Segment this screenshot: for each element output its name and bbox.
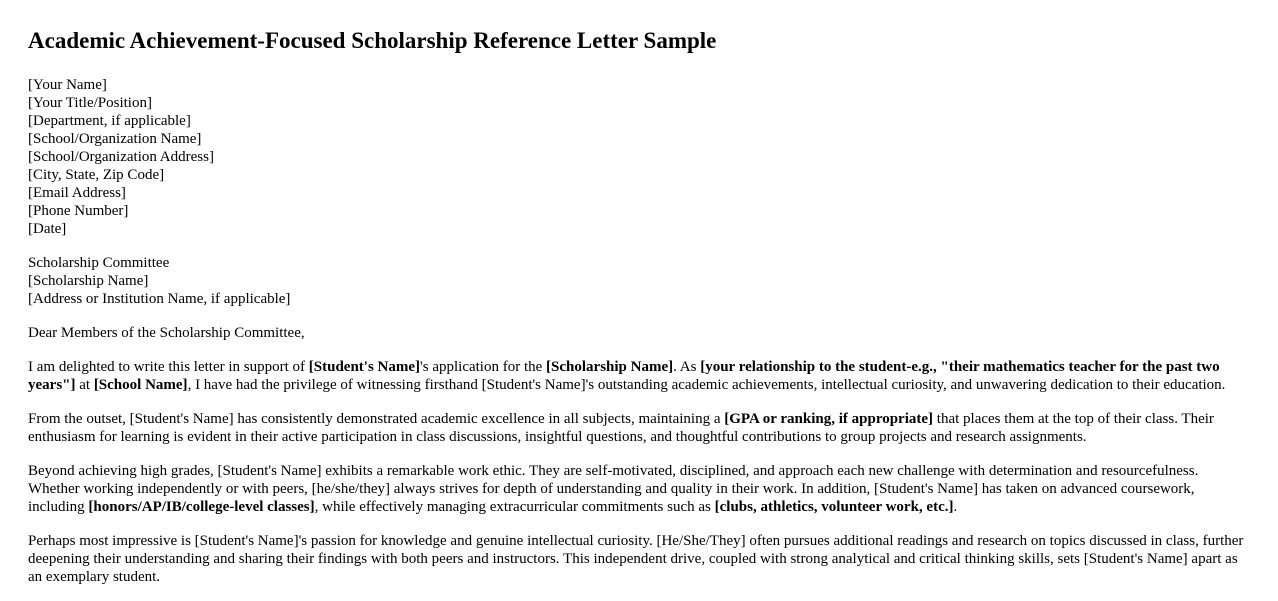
salutation: Dear Members of the Scholarship Committee, — [28, 325, 305, 341]
placeholder-bold-text: [Scholarship Name] — [546, 359, 674, 375]
recipient-line: [Address or Institution Name, if applicable] — [28, 291, 291, 307]
body-paragraph — [28, 410, 1250, 446]
placeholder-bold-text: [honors/AP/IB/college-level classes] — [88, 499, 315, 515]
paragraph-text: Beyond achieving high grades, [Student's Name] exhibits a remarkable work ethic. They are self-motivated, disciplined, and approach each new challenge with determination and resourcefulness. Whether working independently or with peers, [he/she/they] always strives for depth of understanding and quality in their work. In addition, [Student's Name] has taken on advanced coursework, including — [28, 463, 1199, 515]
paragraph-text: . — [953, 499, 958, 515]
recipient-line: Scholarship Committee — [28, 255, 170, 271]
paragraph-text: I am delighted to write this letter in support of — [28, 359, 309, 375]
page-title: Academic Achievement-Focused Scholarship Reference Letter Sample — [28, 28, 717, 53]
paragraph-text: , I have had the privilege of witnessing firsthand [Student's Name]'s outstanding academic achievements, intellectual curiosity, and unwavering dedication to their education. — [187, 377, 1226, 393]
placeholder-bold-text: [Student's Name] — [308, 359, 421, 375]
paragraph-text: Perhaps most impressive is [Student's Name]'s passion for knowledge and genuine intellectual curiosity. [He/She/They] often pursues additional readings and research on topics discussed in class, further deepening their understanding and sharing their findings with both peers and instructors. This independent drive, coupled with strong analytical and critical thinking skills, sets [Student's Name] apart as an exemplary student. — [28, 533, 1244, 585]
letter-body — [28, 358, 1250, 586]
sender-address-block — [28, 76, 1250, 238]
sender-line: [Phone Number] — [28, 203, 129, 219]
sender-line: [School/Organization Name] — [28, 131, 202, 147]
recipient-line: [Scholarship Name] — [28, 273, 149, 289]
paragraph-text: 's application for the — [420, 359, 547, 375]
paragraph-text: , while effectively managing extracurricular commitments such as — [314, 499, 715, 515]
placeholder-bold-text: [GPA or ranking, if appropriate] — [724, 411, 934, 427]
sender-line: [School/Organization Address] — [28, 149, 214, 165]
body-paragraph — [28, 532, 1250, 586]
paragraph-text: . As — [673, 359, 701, 375]
sender-line: [Date] — [28, 221, 67, 237]
sender-line: [Email Address] — [28, 185, 126, 201]
paragraph-text: From the outset, [Student's Name] has consistently demonstrated academic excellence in all subjects, maintaining a — [28, 411, 725, 427]
placeholder-bold-text: [clubs, athletics, volunteer work, etc.] — [714, 499, 954, 515]
paragraph-text: that places them at the top of their class. Their enthusiasm for learning is evident in their active participation in class discussions, insightful questions, and thoughtful contributions to group projects and research assignments. — [28, 411, 1214, 445]
placeholder-bold-text: [your relationship to the student-e.g., "their mathematics teacher for the past two years"] — [28, 359, 1220, 393]
recipient-address-block — [28, 254, 1250, 308]
placeholder-bold-text: [School Name] — [93, 377, 188, 393]
sender-line: [Your Title/Position] — [28, 95, 152, 111]
paragraph-text: at — [75, 377, 94, 393]
body-paragraph — [28, 462, 1250, 516]
sender-line: [Department, if applicable] — [28, 113, 191, 129]
sender-line: [City, State, Zip Code] — [28, 167, 165, 183]
body-paragraph — [28, 358, 1250, 394]
sender-line: [Your Name] — [28, 77, 107, 93]
